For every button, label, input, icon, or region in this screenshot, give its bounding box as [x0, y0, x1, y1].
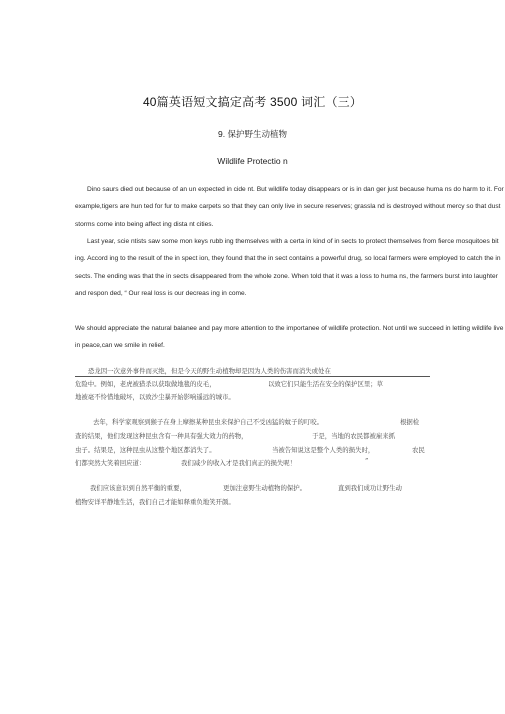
chinese-line: 我们应该意识到自然平衡的重要， [90, 484, 186, 492]
english-paragraph-3: We should appreciate the natural balanee and pay more attention to the importanee of wildlife protection. Not until we succeed in letting wildlife live in peace,can we smile in relief. [75, 325, 504, 350]
chinese-line: 我们减少的收入才是我们真正的损失呢！ [181, 459, 297, 467]
chinese-line: 虫子。结果是，这种昆虫从这整个地区都消失了。 [75, 446, 216, 454]
chinese-line: 于是，当地的农民都被雇来抓 [312, 432, 396, 440]
chinese-line: 根据检 [400, 418, 420, 426]
chinese-line: 去年，科学家观察到猴子在身上摩擦某种昆虫来保护自己不受凶猛的蚊子的叮咬。 [93, 418, 324, 426]
divider [75, 376, 430, 377]
section-number: 9. 保护野生动植物 [218, 129, 287, 139]
chinese-line: ” [365, 457, 369, 465]
chinese-line: 恐龙因一次意外事件而灭绝，但是今天的野生动植物却是因为人类的伤害而消失或处在 [88, 367, 331, 375]
chinese-line: 地被毫不怜惜地破坏，以致沙尘暴开始影响遥远的城市。 [75, 393, 235, 401]
english-paragraph-2: Last year, scie ntists saw some mon keys rubb ing themselves with a certa in kind of in sects to protect themselves from fierce mosquitoes bit ing. Accord ing to the result of the in spect ion, they found that the in sect contains a powerful drug, so local farmers were employed to catch the in sects. The ending was that the in sects disappeared from the whole zone. When told that it was a loss to huma ns, the farmers burst into laughter and respon ded, “ Our real loss is our decreas ing in come. [75, 238, 501, 298]
section-title: Wildlife Protectio n [217, 156, 288, 166]
chinese-line: 直到我们成功让野生动 [338, 484, 402, 492]
chinese-line: 更加注意野生动植物的保护。 [223, 484, 307, 492]
page-title: 40篇英语短文搞定高考 3500 词汇（三） [142, 95, 363, 109]
chinese-line: 农民 [412, 446, 425, 454]
chinese-line: 以致它们只能生活在安全的保护区里；草 [268, 380, 384, 388]
english-paragraph-1: Dino saurs died out because of an un expected in cide nt. But wildlife today disappears or is in dan ger just because huma ns do harm to it. For example,tigers are hun ted for fur to make carpets so that they can only live in secure reserves; grassla nd is destroyed without mercy so that dust storms come into being affect ing dista nt cities. [75, 186, 504, 228]
chinese-line: 当被告知说这是整个人类的损失时， [272, 446, 375, 454]
chinese-line: 植物安详平静地生活，我们自己才能如释重负地笑开颜。 [75, 498, 235, 506]
chinese-line: 危险中。例如，老虎被猎杀以获取做地毯的皮毛， [75, 380, 216, 388]
chinese-line: 们都突然大笑着回应道： [75, 459, 146, 467]
chinese-line: 查的结果，他们发现这种昆虫含有一种具有强大效力的药物， [75, 432, 248, 440]
